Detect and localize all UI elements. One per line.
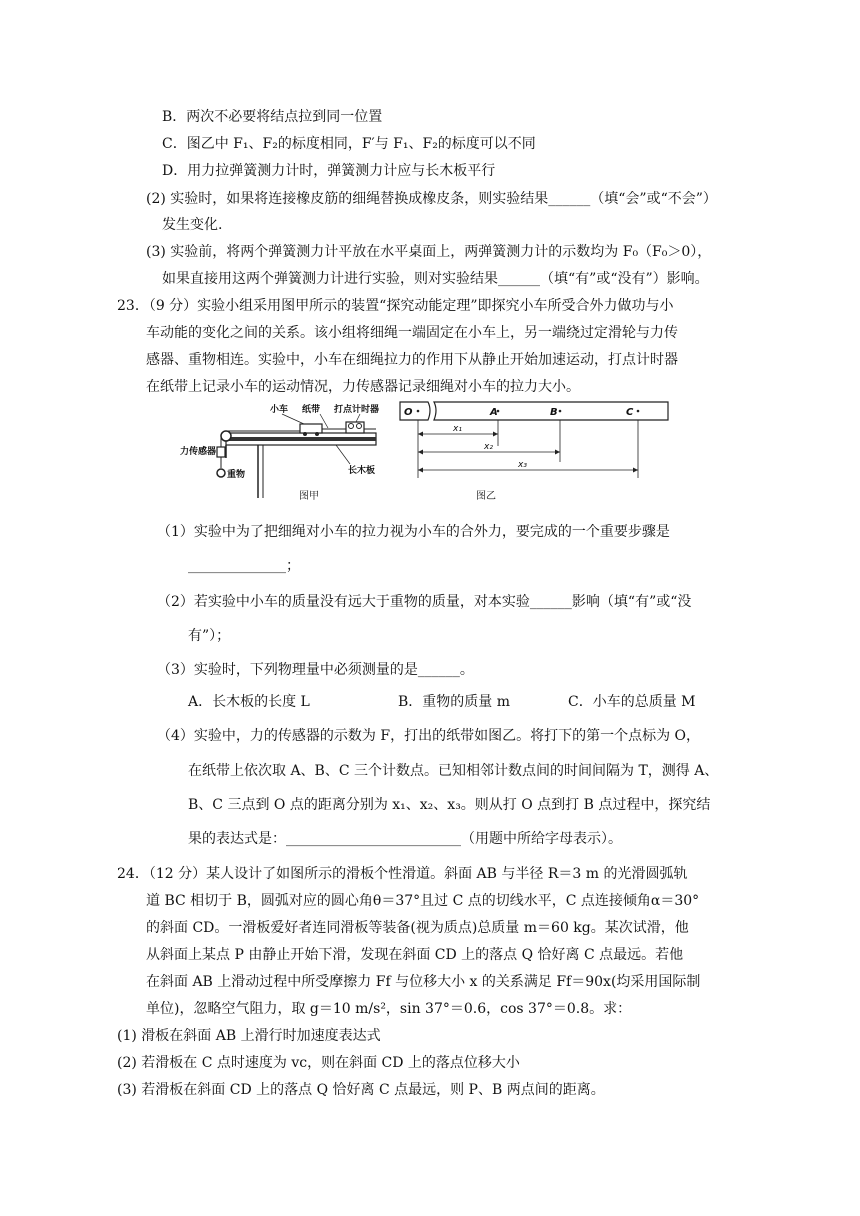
text-line: (3) 实验前，将两个弹簧测力计平放在水平桌面上，两弹簧测力计的示数均为 F₀（F₀＞0）， [146, 244, 712, 260]
label-cart: 小车 [270, 405, 289, 415]
text-line: 感器、重物相连。实验中，小车在细绳拉力的作用下从静止开始加速运动，打点计时器 [146, 352, 678, 368]
text-line: （3）实验时，下列物理量中必须测量的是______。 [157, 662, 474, 678]
text-line: 车动能的变化之间的关系。该小组将细绳一端固定在小车上，另一端绕过定滑轮与力传 [146, 325, 678, 341]
text-line: 如果直接用这两个弹簧测力计进行实验，则对实验结果______（填“有”或“没有”）影响。 [162, 271, 709, 287]
label-C: C [626, 407, 634, 418]
text-line: 发生变化. [162, 217, 223, 233]
text-line: C．图乙中 F₁、F₂的标度相同，F′与 F₁、F₂的标度可以不同 [162, 136, 536, 152]
text-line: (1) 滑板在斜面 AB 上滑行时加速度表达式 [117, 1028, 381, 1044]
timer-knob [349, 424, 354, 429]
text-line: （4）实验中，力的传感器的示数为 F，打出的纸带如图乙。将打下的第一个点标为 O， [157, 728, 700, 744]
text-line: 23．（9 分）实验小组采用图甲所示的装置“探究动能定理”即探究小车所受合外力做功与小 [117, 298, 674, 314]
text-line: B．重物的质量 m [398, 694, 511, 710]
label-weight: 重物 [227, 470, 246, 480]
cart-wheel [303, 432, 307, 436]
text-line: D．用力拉弹簧测力计时，弹簧测力计应与长木板平行 [162, 163, 496, 179]
text-line: (3) 若滑板在斜面 CD 上的落点 Q 恰好离 C 点最远，则 P、B 两点间的距离。 [117, 1082, 605, 1098]
text-line: 道 BC 相切于 B，圆弧对应的圆心角θ＝37°且过 C 点的切线水平，C 点连接倾角α＝30° [146, 893, 700, 909]
label-sensor: 力传感器 [180, 447, 217, 457]
label-x1: x₁ [453, 424, 462, 434]
caption-figure-a: 图甲 [299, 491, 319, 502]
dot-C [637, 410, 640, 413]
timer-knob [357, 424, 362, 429]
leader-line [356, 414, 360, 422]
dot-B [559, 410, 562, 413]
text-line: B、C 三点到 O 点的距离分别为 x₁、x₂、x₃。则从打 O 点到打 B 点过程中，探究结 [188, 797, 711, 813]
text-line: 有”）； [188, 628, 231, 644]
text-line: A．长木板的长度 L [188, 694, 310, 710]
text-line: 单位)，忽略空气阻力，取 g＝10 m/s²，sin 37°＝0.6，cos 37°＝0.8。求： [146, 1001, 632, 1017]
cart-wheel [315, 432, 319, 436]
arrowhead [633, 468, 638, 473]
arrowhead [418, 432, 423, 437]
label-x2: x₂ [484, 442, 493, 452]
board-track [226, 437, 376, 441]
paper-tape-figure [398, 400, 674, 505]
text-line: 在纸带上记录小车的运动情况，力传感器记录细绳对小车的拉力大小。 [146, 379, 580, 395]
force-sensor [217, 447, 225, 457]
text-line: 的斜面 CD。一滑板爱好者连同滑板等装备(视为质点)总质量 m＝60 kg。某次试滑，他 [146, 920, 689, 936]
text-line: (2) 若滑板在 C 点时速度为 vc，则在斜面 CD 上的落点位移大小 [117, 1055, 520, 1071]
text-line: C．小车的总质量 M [568, 694, 696, 710]
arrowhead [555, 450, 560, 455]
arrowhead [493, 432, 498, 437]
text-line: 24．（12 分）某人设计了如图所示的滑板个性滑道。斜面 AB 与半径 R＝3 m 的光滑圆弧轨 [117, 866, 688, 882]
apparatus-figure [178, 400, 400, 505]
cart [300, 424, 322, 433]
caption-figure-b: 图乙 [476, 491, 496, 502]
label-A: A [490, 407, 498, 418]
label-B: B [550, 407, 558, 418]
text-line: 在斜面 AB 上滑动过程中所受摩擦力 Ff 与位移大小 x 的关系满足 Ff＝90x(均采用国际制 [146, 974, 701, 990]
text-line: 从斜面上某点 P 由静止开始下滑，发现在斜面 CD 上的落点 Q 恰好离 C 点最远。若他 [146, 947, 684, 963]
text-line: （1）实验中为了把细绳对小车的拉力视为小车的合外力，要完成的一个重要步骤是 [157, 524, 670, 540]
label-board: 长木板 [348, 466, 376, 476]
text-line: 果的表达式是：_________________________（用题中所给字母表示）。 [188, 831, 622, 847]
text-line: (2) 实验时，如果将连接橡皮筋的细绳替换成橡皮条，则实验结果______（填“会”或“不会”） [146, 191, 717, 207]
leader-line [336, 445, 350, 464]
leader-line [282, 414, 304, 424]
text-line: B．两次不必要将结点拉到同一位置 [162, 109, 383, 125]
dot-O [417, 410, 420, 413]
text-line: （2）若实验中小车的质量没有远大于重物的质量，对本实验______影响（填“有”或“没 [157, 594, 692, 610]
label-O: O [404, 407, 413, 418]
weight [217, 469, 225, 477]
arrowhead [418, 468, 423, 473]
arrowhead [418, 450, 423, 455]
label-tape: 纸带 [302, 405, 321, 415]
text-line: 在纸带上依次取 A、B、C 三个计数点。已知相邻计数点间的时间间隔为 T，测得 A、 [188, 763, 719, 779]
text-line: ______________； [188, 558, 300, 574]
label-timer: 打点计时器 [334, 405, 380, 415]
label-x3: x₃ [518, 460, 527, 470]
pulley [221, 431, 231, 441]
